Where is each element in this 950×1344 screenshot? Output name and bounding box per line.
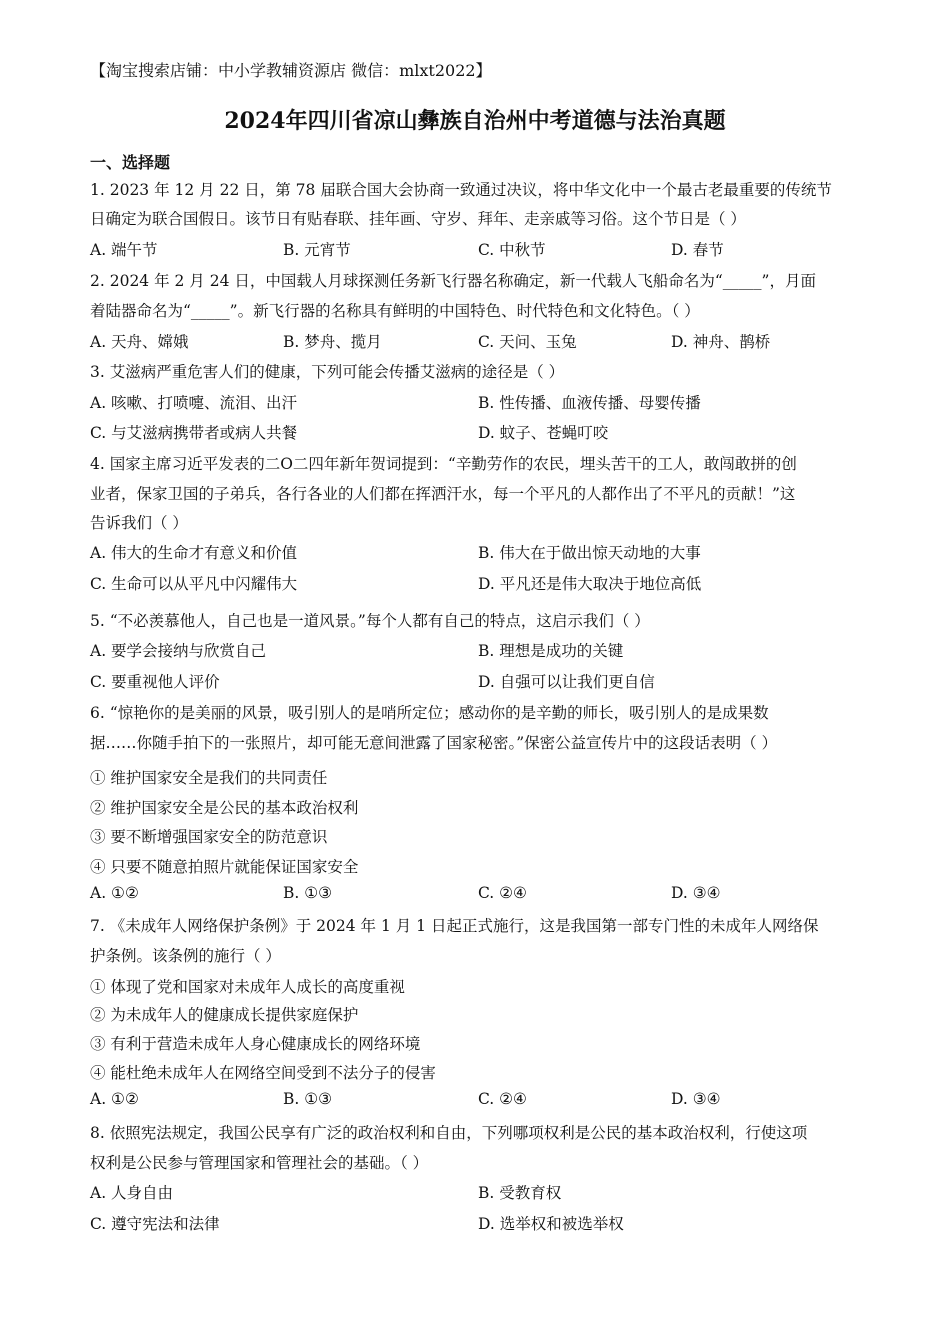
question-6-option-a: A. ①②: [90, 884, 139, 902]
question-7-option-d: D. ③④: [671, 1090, 721, 1108]
question-8-option-a: A. 人身自由: [90, 1184, 174, 1202]
question-7-option-b: B. ①③: [283, 1090, 333, 1108]
question-4-line-3: 告诉我们（ ）: [90, 514, 188, 532]
question-3-option-a: A. 咳嗽、打喷嚏、流泪、出汗: [90, 394, 298, 412]
question-7-option-a: A. ①②: [90, 1090, 139, 1108]
question-1-option-c: C. 中秋节: [478, 241, 546, 259]
question-2-option-d: D. 神舟、鹊桥: [671, 333, 771, 351]
question-7-statement-1: ① 体现了党和国家对未成年人成长的高度重视: [90, 978, 405, 996]
question-1-line-2: 日确定为联合国假日。该节日有贴春联、挂年画、守岁、拜年、走亲戚等习俗。这个节日是（ ）: [90, 210, 746, 228]
question-8-line-1: 8. 依照宪法规定，我国公民享有广泛的政治权利和自由，下列哪项权利是公民的基本政治权利，行使这项: [90, 1124, 808, 1142]
question-7-line-2: 护条例。该条例的施行（ ）: [90, 947, 281, 965]
question-7-statement-4: ④ 能杜绝未成年人在网络空间受到不法分子的侵害: [90, 1064, 436, 1082]
question-6-statement-4: ④ 只要不随意拍照片就能保证国家安全: [90, 858, 359, 876]
question-5-line-1: 5. “不必羡慕他人，自己也是一道风景。”每个人都有自己的特点，这启示我们（ ）: [90, 612, 650, 630]
question-3-option-b: B. 性传播、血液传播、母婴传播: [478, 394, 701, 412]
shop-header: 【淘宝搜索店铺：中小学教辅资源店 微信：mlxt2022】: [90, 61, 492, 80]
question-8-option-c: C. 遵守宪法和法律: [90, 1215, 220, 1233]
section-heading: 一、选择题: [90, 153, 171, 172]
question-3-option-c: C. 与艾滋病携带者或病人共餐: [90, 424, 298, 442]
question-2-option-a: A. 天舟、嫦娥: [90, 333, 189, 351]
question-8-option-d: D. 选举权和被选举权: [478, 1215, 624, 1233]
question-4-option-c: C. 生命可以从平凡中闪耀伟大: [90, 575, 298, 593]
question-5-option-b: B. 理想是成功的关键: [478, 642, 624, 660]
question-6-line-2: 据……你随手拍下的一张照片，却可能无意间泄露了国家秘密。”保密公益宣传片中的这段话表明（ ）: [90, 734, 778, 752]
question-7-statement-3: ③ 有利于营造未成年人身心健康成长的网络环境: [90, 1035, 421, 1053]
question-1-option-d: D. 春节: [671, 241, 724, 259]
question-1-option-a: A. 端午节: [90, 241, 158, 259]
question-5-option-c: C. 要重视他人评价: [90, 673, 220, 691]
question-6-statement-2: ② 维护国家安全是公民的基本政治权利: [90, 799, 359, 817]
question-1-line-1: 1. 2023 年 12 月 22 日，第 78 届联合国大会协商一致通过决议，将中华文化中一个最古老最重要的传统节: [90, 181, 832, 199]
question-5-option-a: A. 要学会接纳与欣赏自己: [90, 642, 267, 660]
question-7-statement-2: ② 为未成年人的健康成长提供家庭保护: [90, 1006, 359, 1024]
question-6-statement-1: ① 维护国家安全是我们的共同责任: [90, 769, 328, 787]
question-4-line-2: 业者，保家卫国的子弟兵，各行各业的人们都在挥洒汗水，每一个平凡的人都作出了不平凡的贡献！”这: [90, 485, 796, 503]
question-8-option-b: B. 受教育权: [478, 1184, 562, 1202]
question-2-option-c: C. 天问、玉兔: [478, 333, 577, 351]
question-4-option-d: D. 平凡还是伟大取决于地位高低: [478, 575, 702, 593]
question-6-line-1: 6. “惊艳你的是美丽的风景，吸引别人的是哨所定位；感动你的是辛勤的师长，吸引别人的是成果数: [90, 704, 769, 722]
question-6-option-c: C. ②④: [478, 884, 527, 902]
question-6-statement-3: ③ 要不断增强国家安全的防范意识: [90, 828, 328, 846]
question-7-option-c: C. ②④: [478, 1090, 527, 1108]
question-2-option-b: B. 梦舟、揽月: [283, 333, 382, 351]
question-1-option-b: B. 元宵节: [283, 241, 351, 259]
question-2-line-2: 着陆器命名为“_____”。新飞行器的名称具有鲜明的中国特色、时代特色和文化特色。（ ）: [90, 302, 700, 320]
question-2-line-1: 2. 2024 年 2 月 24 日，中国载人月球探测任务新飞行器名称确定，新一代载人飞船命名为“_____”，月面: [90, 272, 816, 290]
question-8-line-2: 权利是公民参与管理国家和管理社会的基础。（ ）: [90, 1154, 429, 1172]
question-4-line-1: 4. 国家主席习近平发表的二O二四年新年贺词提到：“辛勤劳作的农民，埋头苦干的工人，敢闯敢拼的创: [90, 455, 797, 473]
question-4-option-b: B. 伟大在于做出惊天动地的大事: [478, 544, 701, 562]
page-title: 2024年四川省凉山彝族自治州中考道德与法治真题: [224, 108, 726, 134]
question-3-option-d: D. 蚊子、苍蝇叮咬: [478, 424, 609, 442]
question-4-option-a: A. 伟大的生命才有意义和价值: [90, 544, 298, 562]
question-3-line-1: 3. 艾滋病严重危害人们的健康，下列可能会传播艾滋病的途径是（ ）: [90, 363, 565, 381]
question-5-option-d: D. 自强可以让我们更自信: [478, 673, 655, 691]
question-6-option-b: B. ①③: [283, 884, 333, 902]
question-6-option-d: D. ③④: [671, 884, 721, 902]
question-7-line-1: 7. 《未成年人网络保护条例》于 2024 年 1 月 1 日起正式施行，这是我国第一部专门性的未成年人网络保: [90, 917, 819, 935]
